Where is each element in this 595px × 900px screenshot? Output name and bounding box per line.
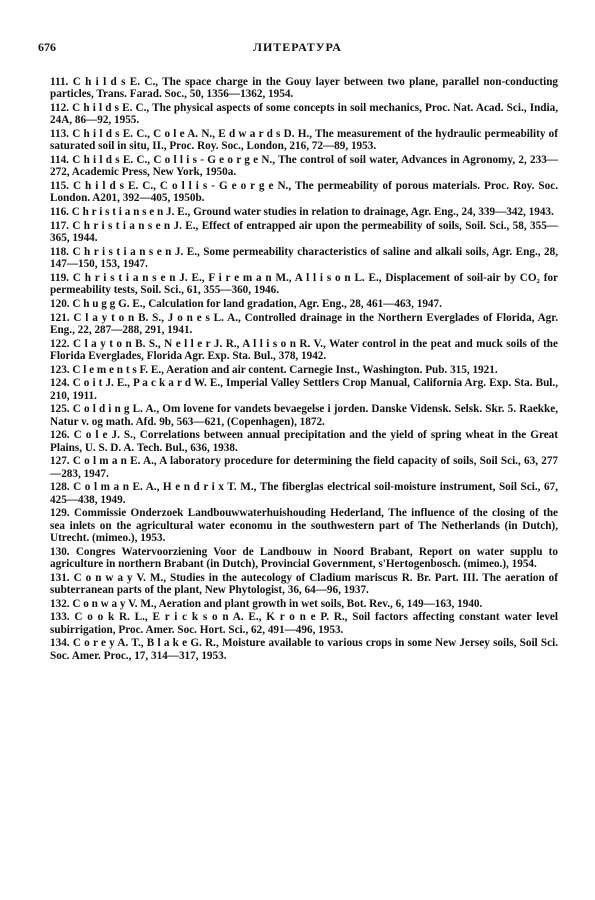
reference-number: 115. xyxy=(50,180,69,192)
reference-number: 124. xyxy=(50,377,70,390)
reference-text: C o n w a y V. M., Studies in the autecology of Cladium mariscus R. Br. Part. III. The aeration of subterranean parts of the plant, New Phytologist, 36, 64—96, 1937. xyxy=(50,571,559,596)
reference-text: C o l d i n g L. A., Om lovene for vandets bevaegelse i jorden. Danske Vidensk. Selsk. Skr. 5. Raekke, Natur v. og math. Afd. 9b, 563—621, (Copenhagen), 1872. xyxy=(50,403,558,428)
reference-item xyxy=(50,429,558,453)
reference-text: Commissie Onderzoek Landbouwwaterhuishouding Hederland, The influence of the closing of the sea inlets on the agricultural water economu in the southwestern part of The Netherlands (in Dutch), Utrecht. (mimeo.), 1953. xyxy=(50,507,559,544)
reference-number: 114. xyxy=(50,154,69,166)
reference-text: C o l e J. S., Correlations between annual precipitation and the yield of spring wheat in the Great Plains, U. S. D. A. Tech. Bul., 636, 1938. xyxy=(50,429,559,454)
reference-number: 133. xyxy=(50,611,70,624)
reference-text: C l a y t o n B. S., J o n e s L. A., Controlled drainage in the Northern Everglades of Florida, Agr. Eng., 22, 287—288, 291, 1941. xyxy=(50,311,558,336)
reference-item xyxy=(50,572,558,596)
page-title: ЛИТЕРАТУРА xyxy=(253,40,342,54)
reference-number: 128. xyxy=(50,481,70,494)
reference-number: 117. xyxy=(50,219,69,232)
reference-text: C l e m e n t s F. E., Aeration and air content. Carnegie Inst., Washington. Pub. 315, 1921. xyxy=(72,363,498,376)
reference-item xyxy=(50,128,558,152)
reference-item xyxy=(50,180,558,204)
reference-number: 118. xyxy=(50,245,69,258)
reference-list xyxy=(50,76,558,663)
reference-item xyxy=(50,364,558,376)
reference-item xyxy=(50,377,558,401)
reference-text: C h r i s t i a n s e n J. E., Some permeability characteristics of saline and alkali soils, Agr. Eng., 28, 147—150, 153, 1947. xyxy=(50,245,558,270)
reference-text: Congres Watervoorziening Voor de Landbouw in Noord Brabant, Report on water supplu to agriculture in northern Brabant (in Dutch), Provincial Government, s'Hertogenbosch. (mimeo.), 1954. xyxy=(50,545,558,570)
reference-item xyxy=(50,246,558,270)
reference-text: C o o k R. L., E r i c k s o n A. E., K r o n e P. R., Soil factors affecting constant water level subirrigation, Proc. Amer. Soc. Hort. Sci., 62, 491—496, 1953. xyxy=(50,611,558,636)
reference-item xyxy=(50,102,558,126)
reference-text: C h i l d s E. C., C o l l i s - G e o r g e N., The control of soil water, Advances in Agronomy, 2, 233—272, Academic Press, New York, 1950a. xyxy=(50,154,559,179)
reference-item xyxy=(50,637,558,661)
reference-text: C h i l d s E. C., C o l e A. N., E d w a r d s D. H., The measurement of the hydraulic permeability of saturated soil in situ, II., Proc. Roy. Soc., London, 216, 72—89, 1953. xyxy=(50,128,559,153)
reference-text: C h i l d s E. C., C o l l i s - G e o r g e N., The permeability of porous materials. Proc. Roy. Soc. London. A201, 392—405, 1950b. xyxy=(50,180,559,205)
reference-text: C h r i s t i a n s e n J. E., F i r e m a n M., A l l i s o n L. E., Displacement of soil-air by CO₂ for permeability tests, Soil. Sci., 61, 355—360, 1946. xyxy=(50,271,559,296)
reference-item xyxy=(50,611,558,635)
reference-number: 123. xyxy=(50,363,70,376)
reference-number: 125. xyxy=(50,403,70,416)
reference-number: 130. xyxy=(50,545,70,558)
reference-number: 126. xyxy=(50,429,70,442)
reference-text: C h r i s t i a n s e n J. E., Effect of entrapped air upon the permeability of soils, Soil. Sci., 58, 355—365, 1944. xyxy=(50,219,559,244)
reference-item xyxy=(50,403,558,427)
reference-item xyxy=(50,546,558,570)
reference-item xyxy=(50,598,558,610)
reference-text: C h u g g G. E., Calculation for land gradation, Agr. Eng., 28, 461—463, 1947. xyxy=(72,297,442,310)
reference-text: C o n w a y V. M., Aeration and plant growth in wet soils, Bot. Rev., 6, 149—163, 1940. xyxy=(72,597,483,610)
reference-number: 116. xyxy=(50,206,69,218)
reference-number: 111. xyxy=(50,76,69,88)
reference-text: C o i t J. E., P a c k a r d W. E., Imperial Valley Settlers Crop Manual, California Arg. Exp. Sta. Bul., 210, 1911. xyxy=(50,377,558,402)
reference-item xyxy=(50,76,558,100)
page-header xyxy=(38,40,557,58)
reference-item xyxy=(50,272,558,296)
reference-number: 113. xyxy=(50,128,69,140)
reference-item xyxy=(50,338,558,362)
reference-number: 131. xyxy=(50,571,70,584)
reference-text: C o l m a n E. A., H e n d r i x T. M., The fiberglas electrical soil-moisture instrument, Soil Sci., 67, 425—438, 1949. xyxy=(50,481,559,506)
reference-item xyxy=(50,206,558,218)
reference-number: 121. xyxy=(50,311,70,324)
page-number: 676 xyxy=(38,40,56,54)
reference-text: C o l m a n E. A., A laboratory procedure for determining the field capacity of soils, Soil Sci., 63, 277—283, 1947. xyxy=(50,455,559,480)
reference-number: 120. xyxy=(50,297,70,310)
reference-item xyxy=(50,220,558,244)
reference-text: C o r e y A. T., B l a k e G. R., Moisture available to various crops in some New Jersey soils, Soil Sci. Soc. Amer. Proc., 17, 314—317, 1953. xyxy=(50,637,558,662)
reference-text: C h i l d s E. C., The space charge in the Gouy layer between two plane, parallel non-conducting particles, Trans. Farad. Soc., 50, 1356—1362, 1954. xyxy=(50,76,559,101)
reference-item xyxy=(50,312,558,336)
reference-item xyxy=(50,154,558,178)
reference-number: 119. xyxy=(50,271,69,284)
reference-item xyxy=(50,298,558,310)
reference-number: 129. xyxy=(50,507,70,520)
reference-item xyxy=(50,507,558,544)
reference-number: 127. xyxy=(50,455,70,468)
reference-text: C h i l d s E. C., The physical aspects of some concepts in soil mechanics, Proc. Nat. Acad. Sci., India, 24A, 86—92, 1955. xyxy=(50,102,559,127)
reference-number: 122. xyxy=(50,337,70,350)
reference-item xyxy=(50,481,558,505)
reference-item xyxy=(50,455,558,479)
reference-text: C h r i s t i a n s e n J. E., Ground water studies in relation to drainage, Agr. Eng., 24, 339—342, 1943. xyxy=(71,206,554,218)
reference-number: 132. xyxy=(50,597,70,610)
reference-number: 134. xyxy=(50,637,70,650)
reference-number: 112. xyxy=(50,102,69,114)
reference-text: C l a y t o n B. S., N e l l e r J. R., A l l i s o n R. V., Water control in the peat and muck soils of the Florida Everglades, Florida Agr. Exp. Sta. Bul., 378, 1942. xyxy=(50,337,558,362)
